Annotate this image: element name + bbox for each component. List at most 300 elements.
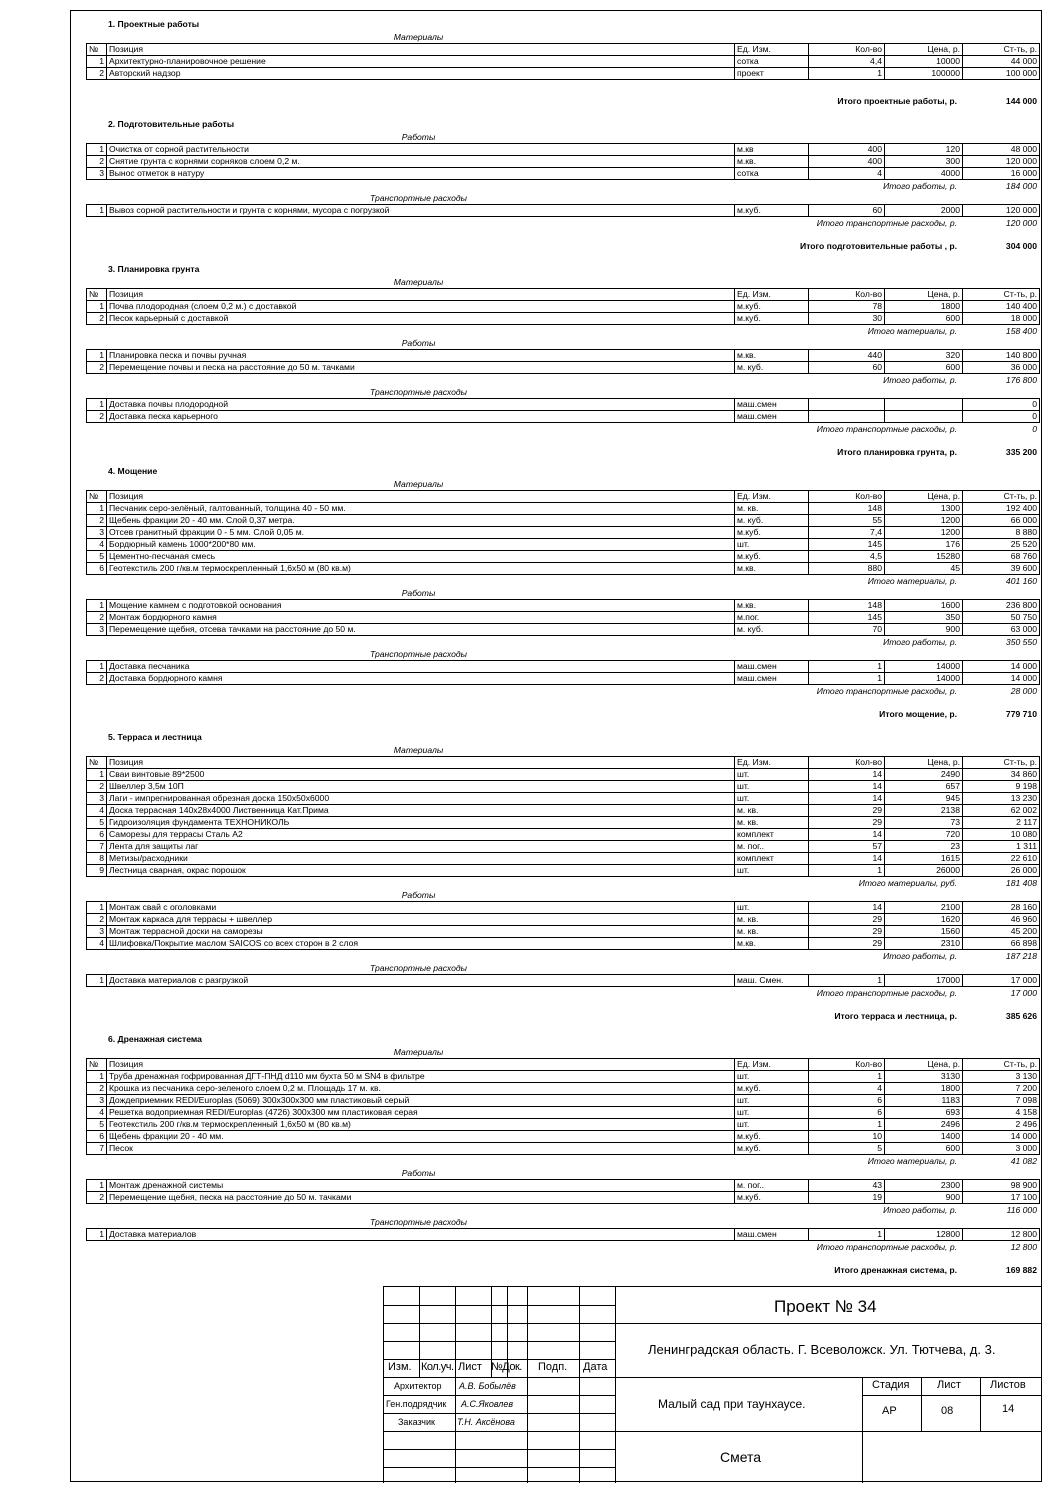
cell-qty: 400: [809, 144, 885, 156]
table-row: [87, 1180, 1040, 1192]
table-row: [87, 411, 1040, 423]
cell-price: 2490: [885, 769, 963, 781]
estimate-table: [86, 143, 1040, 180]
spacer: [86, 80, 1039, 94]
table-row: [87, 503, 1040, 515]
cell-no: 1: [87, 902, 107, 914]
cell-sum: 14 000: [963, 673, 1040, 685]
cell-price: 350: [885, 612, 963, 624]
group-label: Материалы: [393, 745, 444, 755]
cell-name: Цементно-песчаная смесь: [107, 551, 735, 563]
cell-sum: 120 000: [963, 156, 1040, 168]
cell-sum: 28 160: [963, 902, 1040, 914]
cell-name: Вывоз сорной растительности и грунта с корнями, мусора с погрузкой: [107, 205, 735, 217]
table-row: [87, 612, 1040, 624]
cell-unit: м.куб.: [735, 205, 809, 217]
cell-name: Доставка песчаника: [107, 661, 735, 673]
cell-no: 4: [87, 938, 107, 950]
subtotal: [86, 575, 1039, 587]
subtotal-value: 350 550: [1005, 637, 1037, 647]
table-row: [87, 841, 1040, 853]
table-row: [87, 624, 1040, 636]
cell-qty: 19: [809, 1192, 885, 1204]
cell-name: Гидроизоляция фундамента ТЕХНОНИКОЛЬ: [107, 817, 735, 829]
header-no: №: [87, 289, 107, 301]
cell-price: 2496: [885, 1119, 963, 1131]
group-label: Работы: [401, 588, 436, 598]
cell-no: 3: [87, 624, 107, 636]
cell-qty: [809, 411, 885, 423]
header-sum: Ст-ть, р.: [963, 289, 1040, 301]
table-row: [87, 805, 1040, 817]
table-row: [87, 829, 1040, 841]
cell-sum: 68 760: [963, 551, 1040, 563]
cell-unit: м.кв.: [735, 563, 809, 575]
cell-no: 1: [87, 975, 107, 987]
table-row: [87, 865, 1040, 877]
total-label: Итого проектные работы, р.: [837, 96, 957, 106]
subtotal-value: 181 408: [1005, 878, 1037, 888]
cell-unit: м.куб.: [735, 527, 809, 539]
group-label: Транспортные расходы: [370, 963, 467, 973]
cell-name: Доставка песка карьерного: [107, 411, 735, 423]
cell-qty: 1: [809, 661, 885, 673]
table-header: [87, 491, 1040, 503]
cell-qty: [809, 399, 885, 411]
cell-no: 3: [87, 1095, 107, 1107]
cell-sum: 45 200: [963, 926, 1040, 938]
subtotal-value: 187 218: [1005, 951, 1037, 961]
cell-no: 1: [87, 1180, 107, 1192]
table-row: [87, 362, 1040, 374]
sheet-label: Лист: [937, 1379, 961, 1391]
spacer: [86, 253, 1039, 263]
cell-no: 1: [87, 661, 107, 673]
table-row: [87, 600, 1040, 612]
cell-unit: сотка: [735, 168, 809, 180]
cell-name: Песчаник серо-зелёный, галтованный, толщина 40 - 50 мм.: [107, 503, 735, 515]
table-row: [87, 1229, 1040, 1241]
cell-unit: шт.: [735, 902, 809, 914]
cell-sum: 14 000: [963, 1131, 1040, 1143]
subtotal-value: 120 000: [1005, 218, 1037, 228]
table-row: [87, 144, 1040, 156]
cell-qty: 1: [809, 1229, 885, 1241]
cell-price: 45: [885, 563, 963, 575]
header-unit: Ед. Изм.: [735, 44, 809, 56]
cell-name: Монтаж террасной доски на саморезы: [107, 926, 735, 938]
subtotal-value: 0: [1032, 424, 1037, 434]
cell-qty: 1: [809, 1071, 885, 1083]
group-label: Транспортные расходы: [370, 1217, 467, 1227]
header-date: Дата: [583, 1361, 608, 1373]
cell-unit: шт.: [735, 1095, 809, 1107]
cell-sum: 50 750: [963, 612, 1040, 624]
subtotal-label: Итого транспортные расходы, р.: [816, 988, 957, 998]
total-value: 385 626: [1005, 1011, 1037, 1021]
stage-value: АР: [882, 1405, 897, 1417]
subtotal-label: Итого транспортные расходы, р.: [816, 686, 957, 696]
cell-unit: шт.: [735, 539, 809, 551]
table-row: [87, 551, 1040, 563]
table-row: [87, 769, 1040, 781]
cell-sum: 18 000: [963, 313, 1040, 325]
group-label: Работы: [401, 338, 436, 348]
cell-qty: 1: [809, 1119, 885, 1131]
cell-no: 4: [87, 1107, 107, 1119]
cell-no: 7: [87, 1143, 107, 1155]
cell-qty: 14: [809, 769, 885, 781]
cell-price: 12800: [885, 1229, 963, 1241]
cell-no: 2: [87, 673, 107, 685]
cell-price: 14000: [885, 673, 963, 685]
header-price: Цена, р.: [885, 1059, 963, 1071]
subtotal-label: Итого работы, р.: [883, 637, 957, 647]
subtotal-value: 116 000: [1006, 1205, 1037, 1215]
cell-no: 3: [87, 793, 107, 805]
cell-sum: 34 860: [963, 769, 1040, 781]
cell-no: 2: [87, 1192, 107, 1204]
table-header: [87, 1059, 1040, 1071]
cell-sum: 39 600: [963, 563, 1040, 575]
header-name: Позиция: [107, 757, 735, 769]
subtotal: [86, 877, 1039, 889]
cell-name: Геотекстиль 200 г/кв.м термоскрепленный 1,6х50 м (80 кв.м): [107, 1119, 735, 1131]
cell-sum: 192 400: [963, 503, 1040, 515]
table-row: [87, 1107, 1040, 1119]
cell-price: 2300: [885, 1180, 963, 1192]
role-architect: Архитектор: [394, 1381, 442, 1391]
table-row: [87, 399, 1040, 411]
estimate-table: [86, 349, 1040, 374]
cell-no: 1: [87, 56, 107, 68]
cell-price: 1800: [885, 301, 963, 313]
cell-sum: 63 000: [963, 624, 1040, 636]
cell-name: Щебень фракции 20 - 40 мм.: [107, 1131, 735, 1143]
cell-sum: 17 000: [963, 975, 1040, 987]
subtotal: [86, 423, 1039, 435]
table-row: [87, 817, 1040, 829]
cell-name: Доска террасная 140х28х4000 Лиственница Кат.Прима: [107, 805, 735, 817]
table-row: [87, 914, 1040, 926]
cell-qty: 145: [809, 612, 885, 624]
cell-sum: 98 900: [963, 1180, 1040, 1192]
spacer: [86, 435, 1039, 445]
cell-no: 1: [87, 1071, 107, 1083]
cell-unit: м.кв.: [735, 350, 809, 362]
cell-name: Шлифовка/Покрытие маслом SAICOS со всех сторон в 2 слоя: [107, 938, 735, 950]
header-sum: Ст-ть, р.: [963, 1059, 1040, 1071]
section-title: 6. Дренажная система: [108, 1034, 202, 1044]
estimate-table: [86, 901, 1040, 950]
cell-qty: 6: [809, 1095, 885, 1107]
table-row: [87, 926, 1040, 938]
table-row: [87, 1095, 1040, 1107]
project-number: Проект № 34: [774, 1297, 877, 1316]
cell-unit: м. кв.: [735, 817, 809, 829]
cell-no: 1: [87, 769, 107, 781]
cell-sum: 17 100: [963, 1192, 1040, 1204]
sheets-value: 14: [1002, 1403, 1015, 1415]
table-row: [87, 350, 1040, 362]
total-label: Итого терраса и лестница, р.: [834, 1011, 957, 1021]
estimate-table: [86, 974, 1040, 987]
header-unit: Ед. Изм.: [735, 289, 809, 301]
table-row: [87, 673, 1040, 685]
cell-no: 2: [87, 612, 107, 624]
name-architect: А.В. Бобылёв: [459, 1381, 516, 1391]
cell-unit: м.куб.: [735, 551, 809, 563]
cell-sum: 2 117: [963, 817, 1040, 829]
cell-no: 6: [87, 563, 107, 575]
cell-unit: маш.смен: [735, 411, 809, 423]
table-row: [87, 205, 1040, 217]
cell-unit: м.пог.: [735, 612, 809, 624]
cell-price: 1620: [885, 914, 963, 926]
header-price: Цена, р.: [885, 757, 963, 769]
group-label: Материалы: [393, 277, 444, 287]
cell-no: 1: [87, 399, 107, 411]
cell-qty: 70: [809, 624, 885, 636]
total-value: 144 000: [1005, 96, 1037, 106]
cell-qty: 78: [809, 301, 885, 313]
cell-unit: шт.: [735, 1119, 809, 1131]
cell-price: 657: [885, 781, 963, 793]
cell-no: 1: [87, 144, 107, 156]
cell-unit: м.куб.: [735, 301, 809, 313]
cell-price: 120: [885, 144, 963, 156]
cell-no: 1: [87, 350, 107, 362]
cell-unit: м.куб.: [735, 313, 809, 325]
subtotal-label: Итого материалы, р.: [867, 326, 957, 336]
estimate-table: [86, 288, 1040, 325]
cell-price: 4000: [885, 168, 963, 180]
cell-name: Лестница сварная, окрас порошок: [107, 865, 735, 877]
cell-price: 1183: [885, 1095, 963, 1107]
cell-unit: м. куб.: [735, 362, 809, 374]
address: Ленинградская область. Г. Всеволожск. Ул. Тютчева, д. 3.: [648, 1342, 996, 1357]
spacer: [86, 229, 1039, 239]
cell-name: Решетка водоприемная REDI/Europlas (4726) 300х300 мм пластиковая серая: [107, 1107, 735, 1119]
cell-sum: 7 200: [963, 1083, 1040, 1095]
section-total: [86, 1263, 1039, 1277]
cell-sum: 3 000: [963, 1143, 1040, 1155]
cell-no: 5: [87, 551, 107, 563]
total-label: Итого подготовительные работы , р.: [800, 241, 957, 251]
cell-unit: сотка: [735, 56, 809, 68]
cell-price: 600: [885, 362, 963, 374]
cell-price: 26000: [885, 865, 963, 877]
subtotal-label: Итого транспортные расходы, р.: [816, 218, 957, 228]
header-unit: Ед. Изм.: [735, 1059, 809, 1071]
estimate-table: [86, 599, 1040, 636]
cell-sum: 13 230: [963, 793, 1040, 805]
cell-qty: 4,5: [809, 551, 885, 563]
total-value: 169 882: [1005, 1265, 1037, 1275]
cell-sum: 12 800: [963, 1229, 1040, 1241]
role-customer: Заказчик: [398, 1417, 435, 1427]
header-unit: Ед. Изм.: [735, 491, 809, 503]
cell-sum: 46 960: [963, 914, 1040, 926]
subtotal: [86, 374, 1039, 386]
cell-unit: м. кв.: [735, 503, 809, 515]
subtotal-label: Итого материалы, р.: [867, 576, 957, 586]
subtotal-label: Итого транспортные расходы, р.: [816, 1242, 957, 1252]
cell-name: Перемещение щебня, отсева тачками на расстояние до 50 м.: [107, 624, 735, 636]
cell-unit: шт.: [735, 1107, 809, 1119]
cell-name: Отсев гранитный фракции 0 - 5 мм. Слой 0,05 м.: [107, 527, 735, 539]
table-row: [87, 515, 1040, 527]
table-row: [87, 68, 1040, 80]
cell-price: 600: [885, 1143, 963, 1155]
cell-no: 4: [87, 539, 107, 551]
total-value: 779 710: [1005, 709, 1037, 719]
cell-name: Монтаж свай с оголовками: [107, 902, 735, 914]
cell-unit: м. кв.: [735, 805, 809, 817]
subtotal-value: 401 160: [1005, 576, 1037, 586]
header-sum: Ст-ть, р.: [963, 757, 1040, 769]
object-name: Малый сад при таунхаусе.: [658, 1397, 806, 1411]
table-header: [87, 757, 1040, 769]
table-row: [87, 793, 1040, 805]
estimate-table: [86, 398, 1040, 423]
subtotal: [86, 180, 1039, 192]
subtotal-label: Итого работы, р.: [883, 375, 957, 385]
subtotal: [86, 1241, 1039, 1253]
cell-no: 6: [87, 1131, 107, 1143]
subtotal-label: Итого работы, р.: [883, 951, 957, 961]
cell-name: Лента для защиты лаг: [107, 841, 735, 853]
cell-no: 1: [87, 205, 107, 217]
section-total: [86, 239, 1039, 253]
cell-sum: 44 000: [963, 56, 1040, 68]
cell-unit: комплект: [735, 853, 809, 865]
table-row: [87, 975, 1040, 987]
table-row: [87, 902, 1040, 914]
cell-price: 900: [885, 1192, 963, 1204]
subtotal-value: 28 000: [1010, 686, 1037, 696]
cell-unit: шт.: [735, 1071, 809, 1083]
group-label: Материалы: [393, 32, 444, 42]
total-label: Итого дренажная система, р.: [834, 1265, 957, 1275]
cell-unit: м. куб.: [735, 515, 809, 527]
cell-qty: 29: [809, 805, 885, 817]
estimate-content: [86, 18, 1039, 1277]
cell-price: 100000: [885, 68, 963, 80]
cell-unit: м. кв.: [735, 926, 809, 938]
spacer: [86, 1023, 1039, 1033]
table-row: [87, 1143, 1040, 1155]
cell-unit: м.кв.: [735, 156, 809, 168]
subtotal-value: 176 800: [1005, 375, 1037, 385]
cell-name: Песок: [107, 1143, 735, 1155]
cell-price: 73: [885, 817, 963, 829]
cell-price: 10000: [885, 56, 963, 68]
cell-sum: 236 800: [963, 600, 1040, 612]
cell-price: 1615: [885, 853, 963, 865]
total-label: Итого мощение, р.: [879, 709, 957, 719]
cell-unit: шт.: [735, 865, 809, 877]
total-value: 335 200: [1005, 447, 1037, 457]
cell-sum: 25 520: [963, 539, 1040, 551]
cell-qty: 5: [809, 1143, 885, 1155]
section-total: [86, 707, 1039, 721]
cell-name: Швеллер 3,5м 10П: [107, 781, 735, 793]
estimate-table: [86, 1228, 1040, 1241]
cell-sum: 16 000: [963, 168, 1040, 180]
cell-qty: 1: [809, 975, 885, 987]
subtotal-label: Итого материалы, руб.: [858, 878, 957, 888]
cell-qty: 14: [809, 793, 885, 805]
header-podp: Подп.: [538, 1361, 568, 1373]
cell-unit: маш.смен: [735, 1229, 809, 1241]
subtotal-value: 41 082: [1010, 1156, 1037, 1166]
group-label: Материалы: [393, 479, 444, 489]
section-total: [86, 1009, 1039, 1023]
subtotal: [86, 325, 1039, 337]
group-label: Материалы: [393, 1047, 444, 1057]
estimate-table: [86, 756, 1040, 877]
cell-qty: 29: [809, 926, 885, 938]
subtotal-value: 158 400: [1005, 326, 1037, 336]
header-qty: Кол-во: [809, 491, 885, 503]
cell-name: Перемещение щебня, песка на расстояние до 50 м. тачками: [107, 1192, 735, 1204]
table-row: [87, 1083, 1040, 1095]
cell-price: 2000: [885, 205, 963, 217]
cell-no: 5: [87, 817, 107, 829]
name-contractor: А.С.Яковлев: [461, 1399, 514, 1409]
section-total: [86, 94, 1039, 108]
cell-name: Сваи винтовые 89*2500: [107, 769, 735, 781]
cell-price: 600: [885, 313, 963, 325]
cell-sum: 3 130: [963, 1071, 1040, 1083]
cell-unit: м.куб.: [735, 1192, 809, 1204]
role-contractor: Ген.подрядчик: [386, 1399, 447, 1409]
cell-qty: 880: [809, 563, 885, 575]
subtotal: [86, 636, 1039, 648]
cell-qty: 4: [809, 168, 885, 180]
cell-name: Лаги - импрегнированная обрезная доска 150х50х6000: [107, 793, 735, 805]
cell-qty: 60: [809, 205, 885, 217]
header-qty: Кол-во: [809, 289, 885, 301]
cell-qty: 14: [809, 781, 885, 793]
section-title: 5. Терраса и лестница: [108, 732, 202, 742]
cell-qty: 148: [809, 600, 885, 612]
cell-unit: м. кв.: [735, 914, 809, 926]
cell-name: Авторский надзор: [107, 68, 735, 80]
cell-qty: 29: [809, 817, 885, 829]
header-name: Позиция: [107, 491, 735, 503]
cell-sum: 7 098: [963, 1095, 1040, 1107]
spacer: [86, 1253, 1039, 1263]
cell-price: 15280: [885, 551, 963, 563]
title-block: [383, 1286, 1042, 1483]
cell-unit: м.куб.: [735, 1143, 809, 1155]
cell-sum: 8 880: [963, 527, 1040, 539]
cell-sum: 4 158: [963, 1107, 1040, 1119]
sheet-value: 08: [941, 1405, 954, 1417]
section-title: 4. Мощение: [108, 466, 158, 476]
cell-qty: 6: [809, 1107, 885, 1119]
cell-no: 2: [87, 914, 107, 926]
cell-no: 2: [87, 313, 107, 325]
cell-no: 2: [87, 515, 107, 527]
cell-no: 2: [87, 1083, 107, 1095]
cell-price: [885, 411, 963, 423]
cell-price: [885, 399, 963, 411]
subtotal-value: 17 000: [1010, 988, 1037, 998]
cell-name: Труба дренажная гофрированная ДГТ-ПНД d110 мм бухта 50 м SN4 в фильтре: [107, 1071, 735, 1083]
